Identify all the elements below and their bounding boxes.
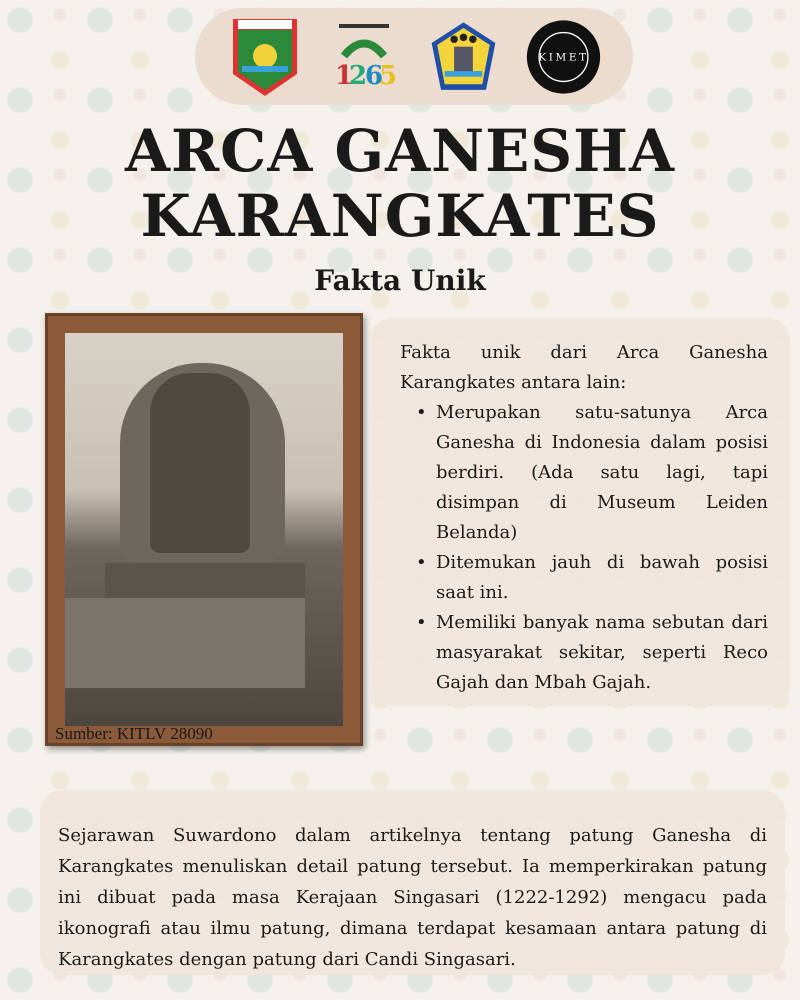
svg-text:5: 5 (379, 60, 398, 91)
facts-list (408, 398, 768, 698)
history-card (40, 790, 785, 975)
fact-item: • Ditemukan jauh di bawah posisi saat ini. (408, 548, 768, 608)
history-text: Sejarawan Suwardono dalam artikelnya tentang patung Ganesha di Karangkates menuliskan detail patung tersebut. Ia memperkirakan patung ini dibuat pada masa Kerajaan Singasari (1222-1292) mengacu pada ikonografi atau ilmu patung, dimana terdapat kesamaan antara patung di Karangkates dengan patung dari Candi Singasari. (58, 825, 767, 970)
page-title-line2: KARANGKATES (140, 182, 660, 250)
svg-text:2: 2 (349, 60, 368, 91)
page-title-line1: ARCA GANESHA (124, 117, 675, 185)
svg-text:KIMET: KIMET (538, 50, 589, 63)
svg-text:1: 1 (335, 60, 354, 91)
desa-karangkates-logo (426, 16, 501, 98)
subtitle: Fakta Unik (314, 264, 486, 297)
photo-frame (45, 313, 363, 746)
facts-intro: Fakta unik dari Arca Ganesha Karangkates antara lain: (400, 342, 768, 393)
kimet-logo (526, 16, 601, 98)
fact-item: • Memiliki banyak nama sebutan dari masyarakat sekitar, seperti Reco Gajah dan Mbah Gajah. (408, 608, 768, 698)
ganesha-statue-photo (65, 333, 343, 726)
photo-source-caption: Sumber: KITLV 28090 (55, 724, 213, 743)
hari-jadi-logo (327, 16, 402, 98)
facts-card (370, 318, 790, 706)
kabupaten-malang-logo (227, 16, 302, 98)
logo-bar (195, 8, 633, 105)
svg-text:6: 6 (365, 60, 384, 91)
fact-item: • Merupakan satu-satunya Arca Ganesha di Indonesia dalam posisi berdiri. (Ada satu lagi, tapi disimpan di Museum Leiden Belanda) (408, 398, 768, 548)
